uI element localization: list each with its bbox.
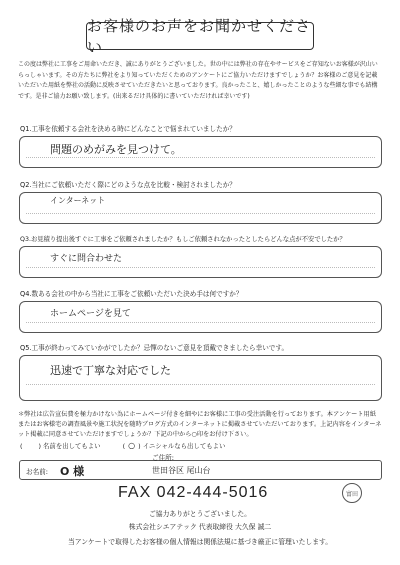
question-5-label: Q5.工事が終わってみていかがでしたか？忌憚のないご意見を頂戴できましたら幸いです。 xyxy=(20,344,289,352)
consent-options xyxy=(20,441,225,450)
question-2-label: Q2.当社にご依頼いただく際にどのような点を比較・検討されましたか？ xyxy=(20,181,236,189)
question-4-label: Q4.数ある会社の中から当社に工事をご依頼いただいた決め手は何ですか？ xyxy=(20,290,243,298)
fax-number: FAX 042-444-5016 xyxy=(118,484,269,501)
consent-option-1-paren-open[interactable]: ( xyxy=(20,442,23,450)
question-2-answer-box xyxy=(19,192,382,224)
consent-option-2-mark: ○ xyxy=(128,441,136,450)
question-5-answer-box xyxy=(19,355,382,401)
question-1-answer: 問題のめがみを見つけて。 xyxy=(50,143,182,156)
company-name: 株式会社シエアテック 代表取締役 大久保 誠二 xyxy=(128,523,272,531)
consent-option-1-paren-close[interactable]: ) xyxy=(38,442,41,450)
address-value[interactable]: 世田谷区 尾山台 xyxy=(152,466,211,475)
consent-option-2-paren-close[interactable]: ) xyxy=(138,442,141,450)
address-label: ご住所: xyxy=(152,454,175,462)
consent-note: ＊弊社は広告宣伝費を極力かけない為にホームページ付きを細やにお客様に工事の受注活動を行っております。本アンケート用紙またはお客様宅の調査風景や施工状況を随時ブログ方式のインターネットに掲載させていただいております。上記内容をインターネット掲載に同意させていただけますでしょうか？下記の中から○印をお付け下さい。 xyxy=(18,411,382,438)
question-3-answer-box xyxy=(19,246,382,278)
page-title xyxy=(86,17,314,56)
consent-option-2-paren-open[interactable]: ( xyxy=(122,442,126,450)
name-address-box xyxy=(19,454,382,480)
name-label: お名前: xyxy=(26,468,49,476)
question-1-label: Q1.工事を依頼する会社を決める時にどんなことで悩まれていましたか？ xyxy=(20,125,236,133)
question-3-answer: すぐに問合わせた xyxy=(50,254,123,264)
consent-option-2-label: イニシャルなら出してもよい xyxy=(142,442,226,450)
name-value[interactable]: O 様 xyxy=(60,465,85,478)
question-3-label: Q3.お見積り提出後すぐに工事をご依頼されましたか？もしご依頼されなかったとしたらどんな点が不安でしたか？ xyxy=(20,236,346,243)
thanks-text: ご協力ありがとうございました。 xyxy=(149,510,251,518)
intro-paragraph: この度は弊社に工事をご用命いただき、誠にありがとうございました。世の中には弊社の存在やサービスをご存知ないお客様が沢山いらっしゃいます。その方たちに弊社をより知っていただくためのアンケートにご協力いただけますでしょうか？お客様のご意見を記載いただいた用紙を弊社の活動に反映させていただきたいと思っております。良かったこと、嬉しかったことのような些細な事でも結構です。是非ご協力お願い致します。(出来るだけ具体的に書いていただければ幸いです) xyxy=(18,61,378,100)
question-4-answer: ホームページを見て xyxy=(50,309,131,319)
consent-option-1-label: 名前を出してもよい xyxy=(43,442,101,450)
question-5-answer: 迅速で丁寧な対応でした xyxy=(50,364,171,377)
company-seal: 富田 xyxy=(342,483,362,503)
privacy-note: 当アンケートで取得したお客様の個人情報は関係法規に基づき厳正に管理いたします。 xyxy=(67,538,333,546)
page-title-text: お客様のお声をお聞かせください xyxy=(87,17,312,56)
question-2-answer: インターネット xyxy=(50,196,106,205)
question-1-answer-box xyxy=(19,136,382,168)
question-4-answer-box xyxy=(19,301,382,333)
